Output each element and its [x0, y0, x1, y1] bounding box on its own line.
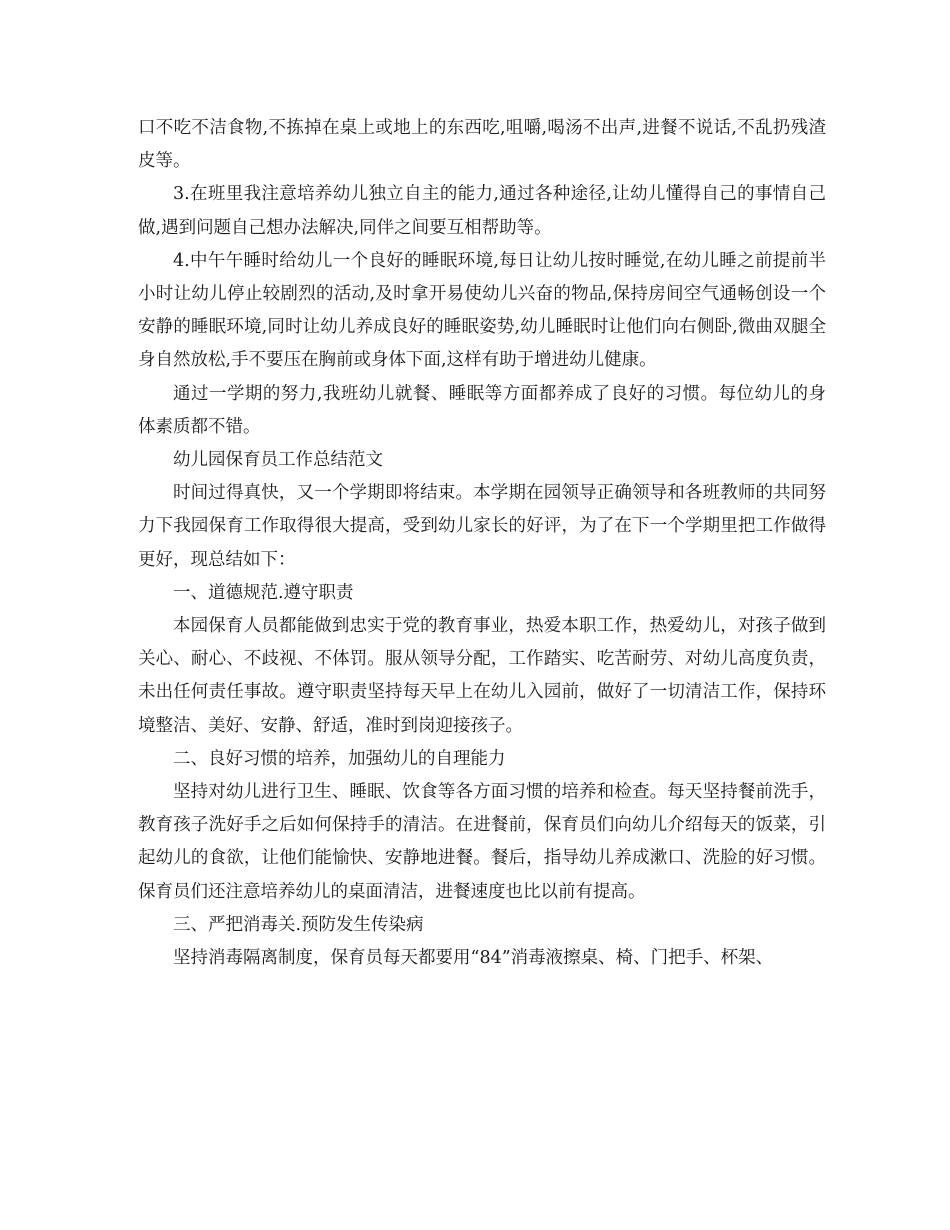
paragraph-4: 通过一学期的努力,我班幼儿就餐、睡眠等方面都养成了良好的习惯。每位幼儿的身体素质都不错。: [138, 383, 826, 437]
paragraph-12: 坚持消毒隔离制度，保育员每天都要用“84”消毒液擦桌、椅、门把手、杯架、: [173, 948, 774, 969]
section-heading-3: 三、严把消毒关.预防发生传染病: [173, 914, 424, 935]
paragraph-3: 4.中午午睡时给幼儿一个良好的睡眠环境,每日让幼儿按时睡觉,在幼儿睡之前提前半小时让幼儿停止较剧烈的活动,及时拿开易使幼儿兴奋的物品,保持房间空气通畅创设一个安静的睡眠环境,同时让幼儿养成良好的睡眠姿势,幼儿睡眠时让他们向右侧卧,微曲双腿全身自然放松,手不要压在胸前或身体下面,这样有助于增进幼儿健康。: [138, 250, 826, 371]
section-heading-1: 一、道德规范.遵守职责: [173, 582, 354, 603]
section-heading-sample: 幼儿园保育员工作总结范文: [173, 450, 383, 471]
paragraph-10: 坚持对幼儿进行卫生、睡眠、饮食等各方面习惯的培养和检查。每天坚持餐前洗手，教育孩子洗好手之后如何保持手的清洁。在进餐前，保育员们向幼儿介绍每天的饭菜，引起幼儿的食欲，让他们能愉快、安静地进餐。餐后，指导幼儿养成漱口、洗脸的好习惯。保育员们还注意培养幼儿的桌面清洁，进餐速度也比以前有提高。: [138, 782, 826, 902]
document-body: [138, 112, 826, 975]
paragraph-8: 本园保育人员都能做到忠实于党的教育事业，热爱本职工作，热爱幼儿，对孩子做到关心、耐心、不歧视、不体罚。服从领导分配，工作踏实、吃苦耐劳、对幼儿高度负责，未出任何责任事故。遵守职责坚持每天早上在幼儿入园前，做好了一切清洁工作，保持环境整洁、美好、安静、舒适，准时到岗迎接孩子。: [138, 616, 826, 736]
paragraph-6: 时间过得真快，又一个学期即将结束。本学期在园领导正确领导和各班教师的共同努力下我园保育工作取得很大提高，受到幼儿家长的好评，为了在下一个学期里把工作做得更好，现总结如下：: [138, 483, 826, 570]
paragraph-2: 3.在班里我注意培养幼儿独立自主的能力,通过各种途径,让幼儿懂得自己的事情自己做,遇到问题自己想办法解决,同伴之间要互相帮助等。: [138, 184, 826, 238]
section-heading-2: 二、良好习惯的培养，加强幼儿的自理能力: [173, 748, 506, 769]
paragraph-1: 口不吃不洁食物,不拣掉在桌上或地上的东西吃,咀嚼,喝汤不出声,进餐不说话,不乱扔残渣皮等。: [138, 118, 826, 172]
